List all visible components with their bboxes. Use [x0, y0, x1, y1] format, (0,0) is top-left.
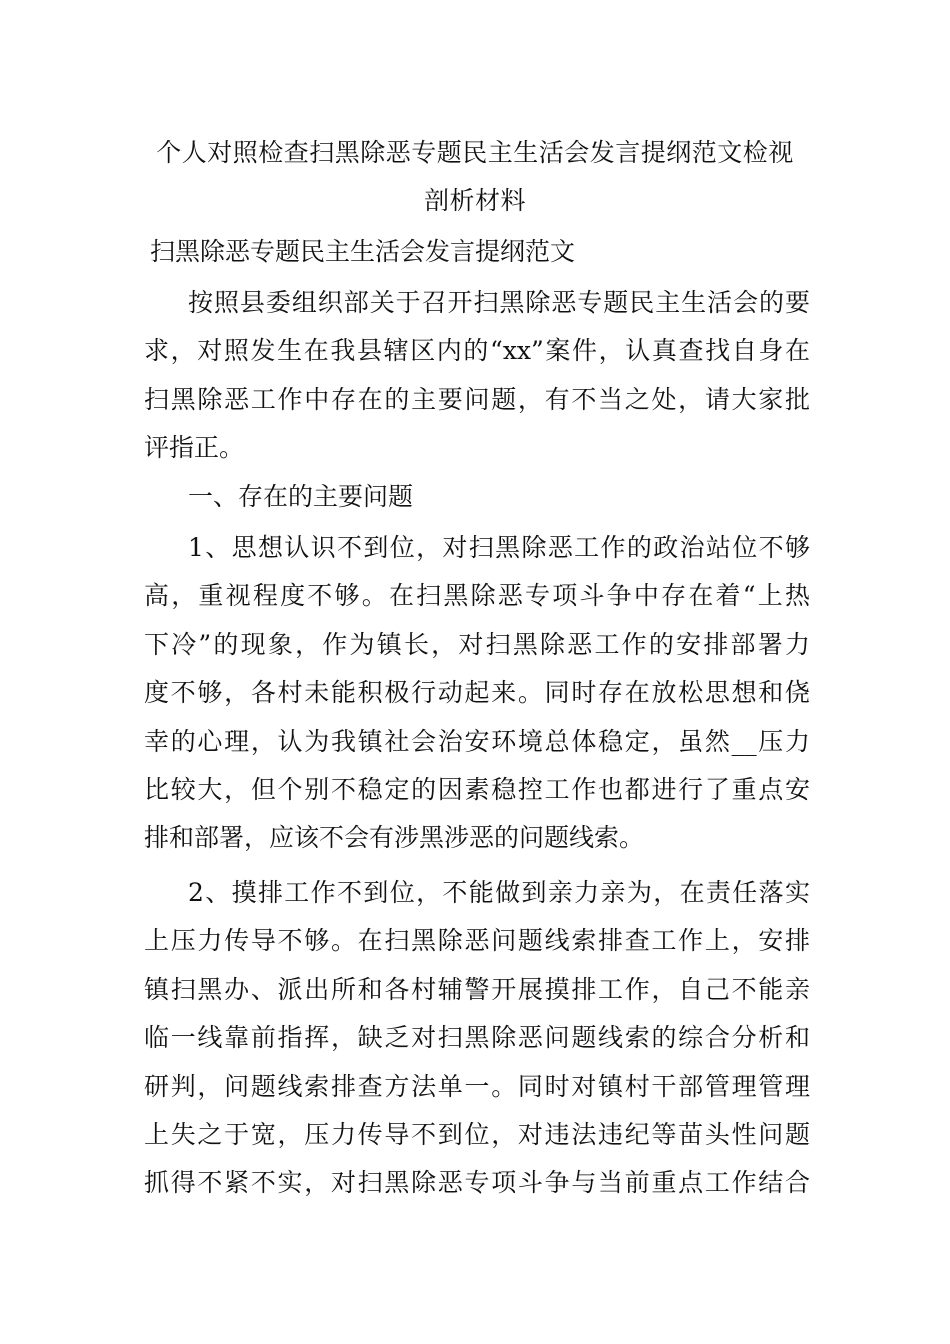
- paragraph-line: 评指正。: [144, 433, 245, 463]
- paragraph-line: 按照县委组织部关于召开扫黑除恶专题民主生活会的要: [188, 288, 810, 317]
- document-title-line-2: 剖析材料: [423, 186, 526, 215]
- paragraph-line: 比较大，但个别不稳定的因素稳控工作也都进行了重点安: [144, 774, 810, 804]
- paragraph-line: 抓得不紧不实，对扫黑除恶专项斗争与当前重点工作结合: [144, 1168, 810, 1198]
- paragraph-line: 下冷”的现象，作为镇长，对扫黑除恶工作的安排部署力: [144, 629, 810, 659]
- item-2-paragraph: [144, 869, 810, 1208]
- paragraph-line: 上失之于宽，压力传导不到位，对违法违纪等苗头性问题: [144, 1119, 810, 1149]
- paragraph-line: 扫黑除恶工作中存在的主要问题，有不当之处，请大家批: [144, 384, 810, 414]
- paragraph-line: 1、思想认识不到位，对扫黑除恶工作的政治站位不够: [188, 533, 810, 562]
- paragraph-line: 求，对照发生在我县辖区内的“xx”案件，认真查找自身在: [144, 336, 810, 366]
- document-subtitle: 扫黑除恶专题民主生活会发言提纲范文: [150, 237, 576, 266]
- paragraph-line: 镇扫黑办、派出所和各村辅警开展摸排工作，自己不能亲: [144, 974, 810, 1004]
- paragraph-line: 幸的心理，认为我镇社会治安环境总体稳定，虽然__压力: [144, 726, 810, 756]
- paragraph-line: 临一线靠前指挥，缺乏对扫黑除恶问题线索的综合分析和: [144, 1023, 810, 1053]
- document-title-line-1: 个人对照检查扫黑除恶专题民主生活会发言提纲范文检视: [156, 138, 794, 167]
- section-heading-text: 一、存在的主要问题: [188, 482, 414, 511]
- paragraph-line: 排和部署，应该不会有涉黑涉恶的问题线索。: [144, 823, 645, 853]
- paragraph-line: 上压力传导不够。在扫黑除恶问题线索排查工作上，安排: [144, 926, 810, 956]
- intro-paragraph: [144, 279, 810, 473]
- paragraph-line: 2、摸排工作不到位，不能做到亲力亲为，在责任落实: [188, 878, 810, 907]
- paragraph-line: 高，重视程度不够。在扫黑除恶专项斗争中存在着“上热: [144, 581, 810, 611]
- item-1-paragraph: [144, 524, 810, 863]
- paragraph-line: 研判，问题线索排查方法单一。同时对镇村干部管理管理: [144, 1071, 810, 1101]
- paragraph-line: 度不够，各村未能积极行动起来。同时存在放松思想和侥: [144, 678, 810, 708]
- section-heading: [144, 473, 810, 521]
